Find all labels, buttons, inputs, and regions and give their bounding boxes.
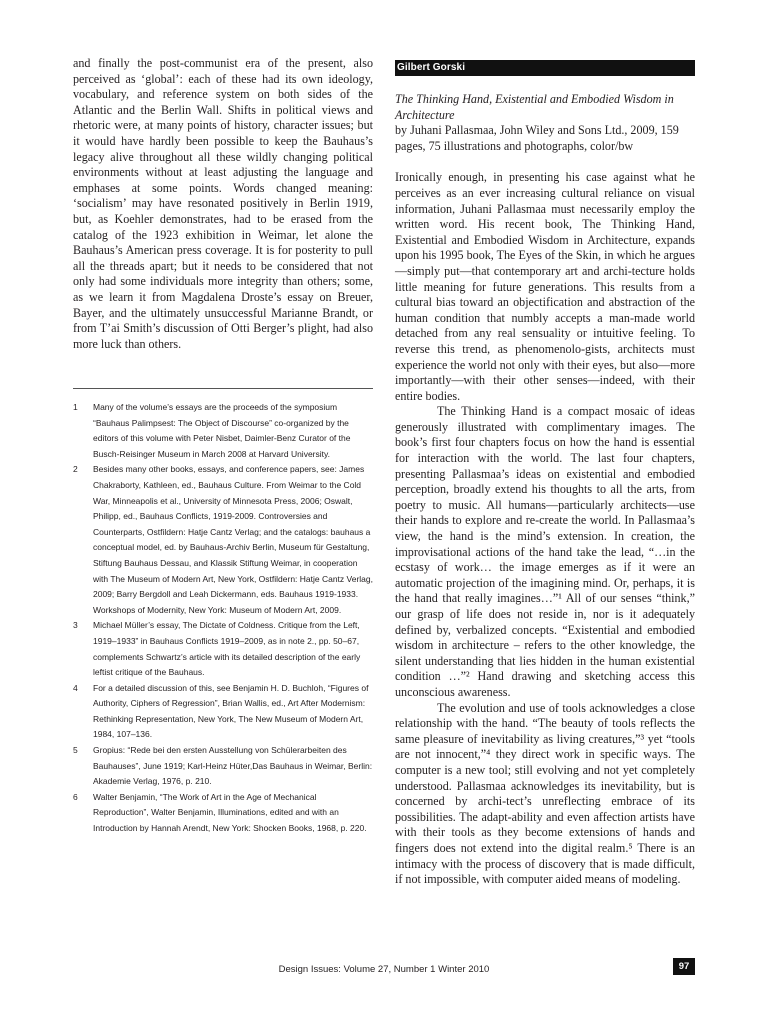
review-body [395,170,695,887]
footnote-3 [73,618,373,680]
footnotes-list [73,400,373,837]
footnote-2 [73,462,373,618]
footnote-text: Michael Müller’s essay, The Dictate of Coldness. Critique from the Left, 1919–1933” in Bauhaus Conflicts 1919–2009, as in note 2., pp. 50–67, complements Schwartz’s article with its detailed description of the early leftist critique of the Bauhaus. [93,620,361,678]
left-column [73,56,373,352]
footnote-text: Many of the volume’s essays are the proceeds of the symposium “Bauhaus Palimpsest: The Object of Discourse” co-organized by the editors of this volume with Peter Nisbet, Daimler-Benz Curator of the Busch-Reisinger Museum in March 2008 at Harvard University. [93,402,351,459]
footnote-4 [73,681,373,743]
book-title: The Thinking Hand, Existential and Embodied Wisdom in Architecture [395,92,674,122]
review-paragraph: The Thinking Hand is a compact mosaic of ideas generously illustrated with complimentary images. The book’s first four chapters focus on how the hand is essential for interaction with the world. The last four chapters, presenting Pallasmaa’s ideas on existential and embodied perception, broadly extend his thoughts to all the arts, from poetry to music. All humans—particularly architects—use their hands to explore and re-create the world. In Pallasmaa’s view, the hand is the mind’s extension. In creation, the improvisational actions of the hand take the lead, “…in the ecstasy of work… the image emerges as if it were an automatic projection of the imagining mind. Or, perhaps, it is the hand that really imagines…”¹ All of our senses “think,” our grasp of life does not reside in, nor is it adequately defined by, verbalized concepts. “Existential and embodied wisdom in architecture – refers to the other knowledge, the silent understanding that lies hidden in the human existential condition …”² Hand drawing and sketching access this unconscious awareness. [395,404,695,699]
footnote-number: 3 [73,620,78,631]
footnote-text: Besides many other books, essays, and conference papers, see: James Chakraborty, Kathleen, ed., Bauhaus Culture. From Weimar to the Cold War, Minneapolis et al., University of Minnesota Press, 2006; Oswalt, Philipp, ed., Bauhaus Conflicts, 1919-2009. Controversies and Counterparts, Ostfildern: Hatje Cantz Verlag; and the catalogs: bauhaus a conceptual model, ed. by Bauhaus-Archiv Berlin, Museum für Gestaltung, Stiftung Bauhaus Dessau, and Klassik Stiftung Weimar, in cooperation with The Museum of Modern Art, New York, Ostfildern: Hatje Cantz Verlag, 2009; Barry Bergdoll and Leah Dickermann, eds. Bauhaus 1919-1933. Workshops of Modernity, New York: Museum of Modern Art, 2009. [93,464,373,615]
book-info [395,92,695,154]
footnote-6 [73,790,373,837]
left-paragraph: and finally the post-communist era of the present, also perceived as ‘global’: each of these had its own ideology, vocabulary, and reference system on both sides of the Atlantic and the Berlin Wall. Shifts in political views and rhetoric were, at many points of history, character issues; but it would have hardly been possible to keep the Bauhaus’s legacy alive throughout all these wildly changing political environments without at least adjusting the language and emphases at some points. Words changed meaning: ‘socialism’ may have resonated positively in Berlin 1919, but, as Koehler demonstrates, had to be erased from the catalog of the 1923 exhibition in Weimar, let alone the Bauhaus’s American press coverage. It is for posterity to pull all the threads apart; but it needs to be considered that not only had some individuals more integrity than others; some, as we learn it from Magdalena Droste’s essay on Breuer, Bayer, and the ultimately unsuccessful Marianne Brandt, or from T’ai Smith’s discussion of Otti Berger’s plight, had also more luck than others. [73,56,373,351]
footnote-number: 4 [73,682,78,693]
page-number: 97 [673,958,695,975]
review-paragraph: Ironically enough, in presenting his case against what he perceives as an ever increasing cultural reliance on visual information, Juhani Pallasmaa must necessarily employ the written word. His recent book, The Thinking Hand, Existential and Embodied Wisdom in Architecture, expands upon his 1995 book, The Eyes of the Skin, in which he argues—simply put—that contemporary art and archi-tecture holds little meaning for future generations. This results from a cultural bias toward an objectification and abstraction of the human condition that numbly accepts a man-made world detached from any real sensuality or intuitive feeling. To reverse this trend, as phenomenolo-gists, architects must experience the world not only with their eyes, but also—more importantly—with their other senses—indeed, with their entire bodies. [395,170,695,403]
footnote-text: Walter Benjamin, “The Work of Art in the Age of Mechanical Reproduction”, Walter Benjamin, Illuminations, edited and with an Introduction by Hannah Arendt, New York: Shocken Books, 1968, p. 220. [93,791,367,834]
footnote-text: For a detailed discussion of this, see Benjamin H. D. Buchloh, “Figures of Authority, Ciphers of Regression”, Brian Wallis, ed., Art After Modernism: Rethinking Representation, New York, The New Museum of Modern Art, 1984, 107–136. [93,682,369,740]
footnote-text: Gropius: “Rede bei den ersten Ausstellung von Schülerarbeiten des Bauhauses”, June 1919; Karl-Heinz Hüter,Das Bauhaus in Weimar, Berlin: Akademie Verlag, 1976, p. 210. [93,745,373,787]
footnote-number: 5 [73,745,78,756]
footnote-number: 1 [73,402,78,412]
footnote-number: 2 [73,464,78,475]
right-column [395,60,695,888]
author-name-bar: Gilbert Gorski [395,60,695,76]
footnote-number: 6 [73,791,78,802]
book-meta: by Juhani Pallasmaa, John Wiley and Sons Ltd., 2009, 159 pages, 75 illustrations and photographs, color/bw [395,123,679,153]
review-paragraph: The evolution and use of tools acknowledges a close relationship with the hand. “The beauty of tools reflects the same pleasure of inevitability as living creatures,”³ yet “tools are not innocent,”⁴ they direct work in specific ways. The computer is a new tool; still evolving and not yet completely understood. Pallasmaa acknowledges its inevitability, but is concerned by archi-tect’s unreflecting embrace of its possibilities. The adapt-ability and even affection artists have with their tools as they become extensions of hands and fingers does not extend into the digital realm.⁵ There is an intimacy with the process of discovery that is made difficult, if not impossible, with computer aided means of modeling. [395,700,695,887]
footnote-1 [73,400,373,462]
journal-footer: Design Issues: Volume 27, Number 1 Winter 2010 [278,964,490,975]
footnote-5 [73,743,373,790]
footnote-divider [73,388,373,389]
